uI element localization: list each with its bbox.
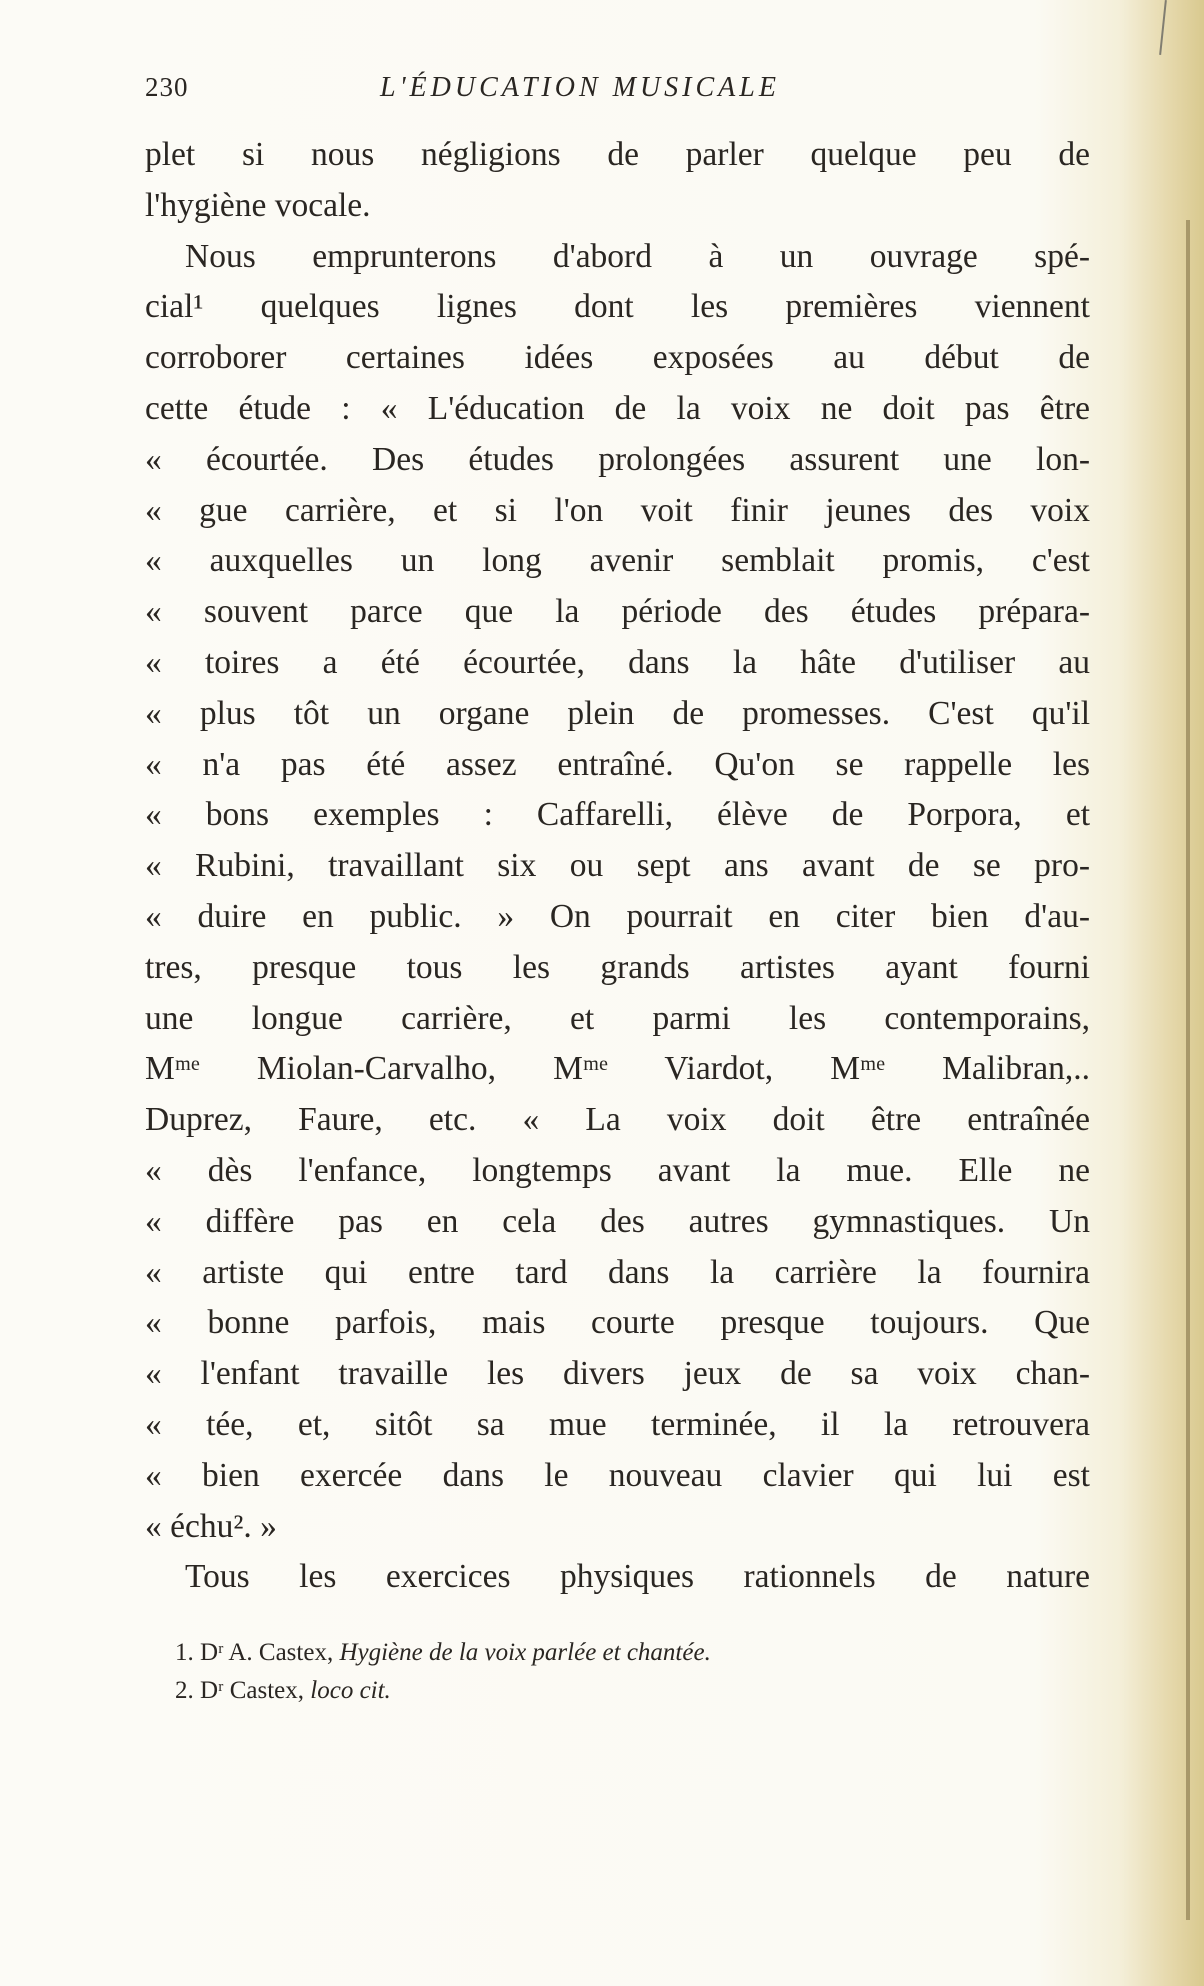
footnote	[175, 1634, 1075, 1672]
text-line: « Rubini, travaillant six ou sept ans avant de se pro-	[145, 847, 1090, 885]
text-line: « bons exemples : Caffarelli, élève de Porpora, et	[145, 796, 1090, 834]
text-line: « bonne parfois, mais courte presque toujours. Que	[145, 1304, 1090, 1342]
text-line: cial¹ quelques lignes dont les premières viennent	[145, 288, 1090, 326]
text-line: tres, presque tous les grands artistes ayant fourni	[145, 948, 1090, 986]
text-line: « plus tôt un organe plein de promesses. C'est qu'il	[145, 694, 1090, 732]
text-line: une longue carrière, et parmi les contemporains,	[145, 999, 1090, 1037]
footnote-work: Hygiène de la voix parlée et chantée.	[339, 1639, 711, 1666]
text-line: Duprez, Faure, etc. « La voix doit être entraînée	[145, 1101, 1090, 1139]
text-line: « gue carrière, et si l'on voit finir jeunes des voix	[145, 491, 1090, 529]
text-line: « écourtée. Des études prolongées assurent une lon-	[145, 440, 1090, 478]
running-head	[145, 72, 1090, 112]
text-line: « diffère pas en cela des autres gymnastiques. Un	[145, 1202, 1090, 1240]
text-line: « souvent parce que la période des études prépara-	[145, 593, 1090, 631]
footnote-marker: 2.	[175, 1677, 194, 1704]
text-line: corroborer certaines idées exposées au début de	[145, 339, 1090, 377]
text-line: « n'a pas été assez entraîné. Qu'on se rappelle les	[145, 745, 1090, 783]
text-line: « dès l'enfance, longtemps avant la mue. Elle ne	[145, 1151, 1090, 1189]
footnotes	[175, 1634, 1075, 1710]
running-title: L'ÉDUCATION MUSICALE	[380, 72, 780, 103]
body-text	[145, 130, 1090, 1603]
text-line: l'hygiène vocale.	[145, 186, 371, 224]
footnote-marker: 1.	[175, 1639, 194, 1666]
footnote-author: Dʳ A. Castex,	[200, 1639, 334, 1666]
text-line: Mᵐᵉ Miolan-Carvalho, Mᵐᵉ Viardot, Mᵐᵉ Malibran,..	[145, 1050, 1090, 1088]
text-line: « auxquelles un long avenir semblait promis, c'est	[145, 542, 1090, 580]
text-line: plet si nous négligions de parler quelque peu de	[145, 136, 1090, 173]
text-line: « l'enfant travaille les divers jeux de sa voix chan-	[145, 1355, 1090, 1393]
text-line: « échu². »	[145, 1507, 277, 1545]
text-line: « bien exercée dans le nouveau clavier qui lui est	[145, 1456, 1090, 1494]
page-binding-edge	[1186, 220, 1190, 1920]
text-line: « tée, et, sitôt sa mue terminée, il la retrouvera	[145, 1405, 1090, 1443]
footnote-work: loco cit.	[310, 1677, 391, 1704]
text-line: Tous les exercices physiques rationnels de nature	[185, 1558, 1090, 1596]
footnote	[175, 1672, 1075, 1710]
footnote-author: Dʳ Castex,	[200, 1677, 305, 1704]
page-edge-mark	[1159, 0, 1167, 55]
text-line: « artiste qui entre tard dans la carrière la fournira	[145, 1253, 1090, 1291]
page-number: 230	[145, 72, 189, 102]
text-line: « duire en public. » On pourrait en citer bien d'au-	[145, 897, 1090, 935]
text-line: Nous emprunterons d'abord à un ouvrage spé-	[185, 237, 1090, 275]
text-line: cette étude : « L'éducation de la voix ne doit pas être	[145, 389, 1090, 427]
text-line: « toires a été écourtée, dans la hâte d'utiliser au	[145, 643, 1090, 681]
